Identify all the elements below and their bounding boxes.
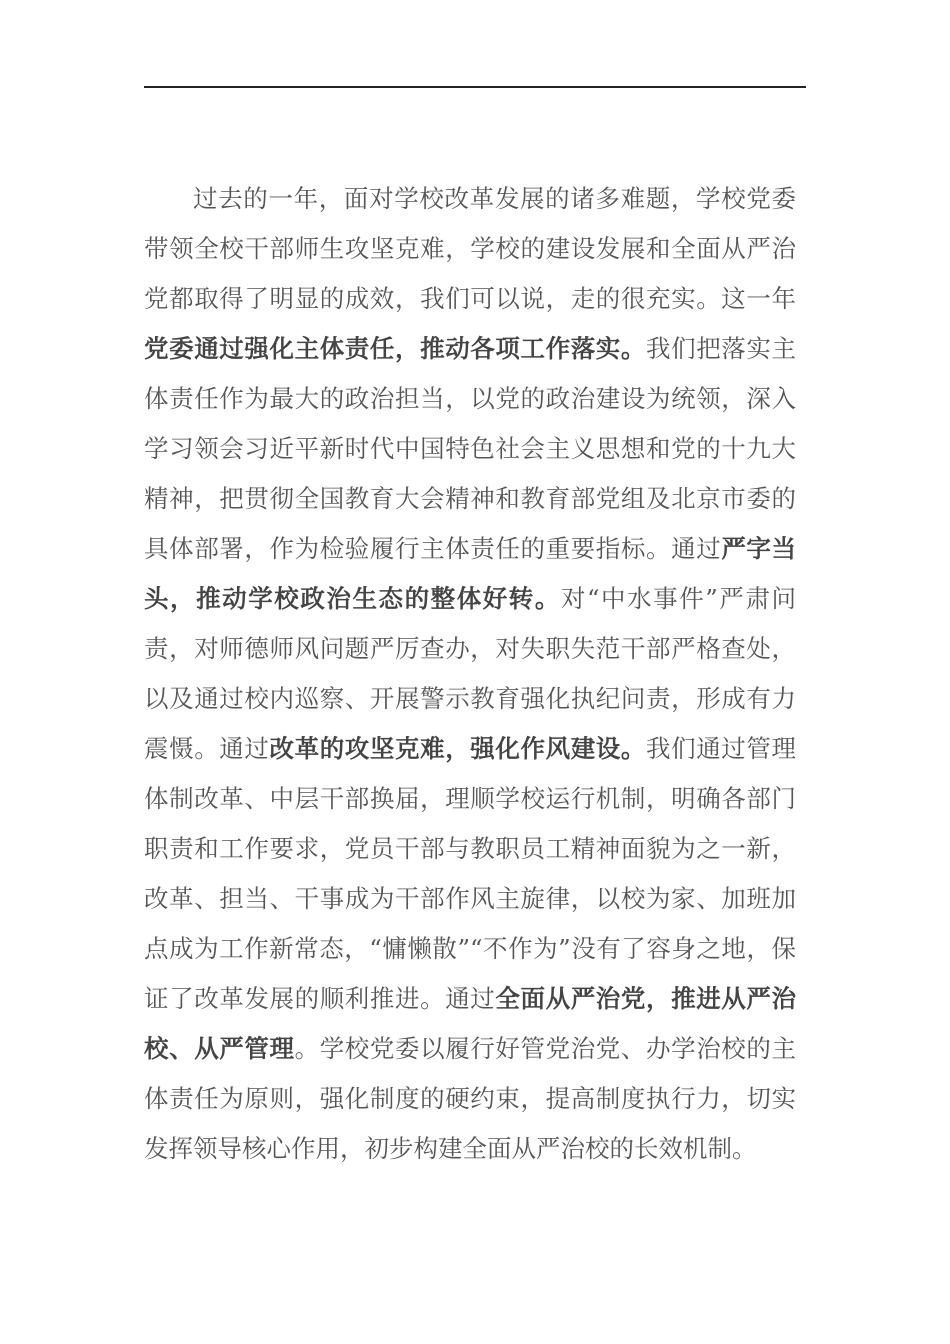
- bold-run: 改革的攻坚克难，强化作风建设。: [269, 734, 646, 763]
- bold-run: 党委通过强化主体责任，推动各项工作落实。: [144, 334, 646, 363]
- paragraph-run: 我们通过管理体制改革、中层干部换届，理顺学校运行机制，明确各部门职责和工作要求，党员干部与教职员工精神面貌为之一新，改革、担当、干事成为干部作风主旋律，以校为家、加班加点成为工作新常态，“慵懒散”“不作为”没有了容身之地，保证了改革发展的顺利推进。通过: [144, 734, 796, 1013]
- paragraph-run: 过去的一年，面对学校改革发展的诸多难题，学校党委带领全校干部师生攻坚克难，学校的建设发展和全面从严治党都取得了明显的成效，我们可以说，走的很充实。这一年: [144, 184, 796, 313]
- header-rule: [144, 86, 806, 88]
- paragraph-run: 对“中水事件”严肃问责，对师德师风问题严厉查办，对失职失范干部严格查处，以及通过校内巡察、开展警示教育强化执纪问责，形成有力震慑。通过: [144, 584, 796, 763]
- bold-run: 全面从严治党，推进从严治校、从严管理: [144, 984, 797, 1063]
- bold-run: 严字当头，推动学校政治生态的整体好转。: [144, 534, 797, 613]
- body-paragraph: [144, 174, 796, 1174]
- paragraph-run: 。学校党委以履行好管党治党、办学治校的主体责任为原则，强化制度的硬约束，提高制度执行力，切实发挥领导核心作用，初步构建全面从严治校的长效机制。: [144, 1034, 797, 1163]
- paragraph-run: 我们把落实主体责任作为最大的政治担当，以党的政治建设为统领，深入学习领会习近平新时代中国特色社会主义思想和党的十九大精神，把贯彻全国教育大会精神和教育部党组及北京市委的具体部署，作为检验履行主体责任的重要指标。通过: [144, 334, 796, 563]
